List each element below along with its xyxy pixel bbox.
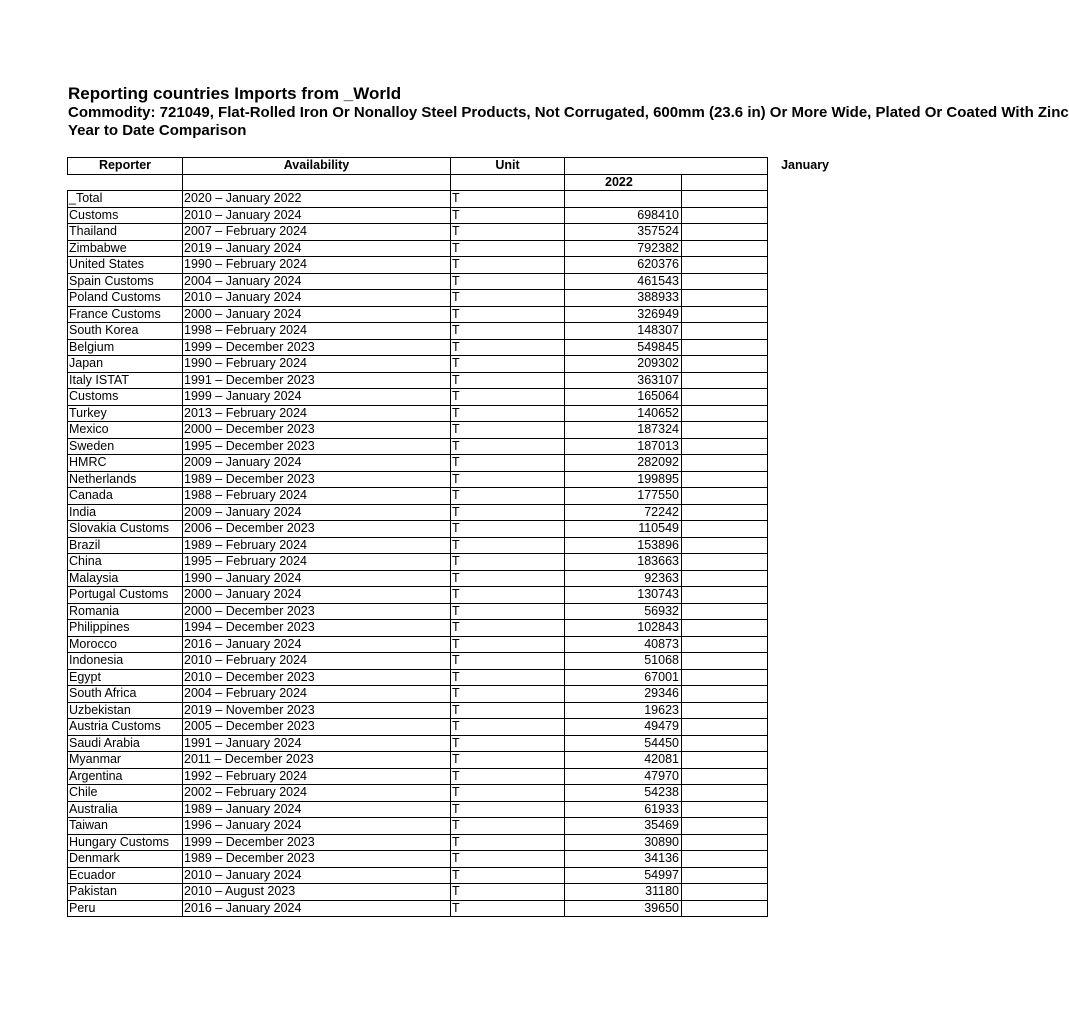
period-label: January bbox=[781, 158, 830, 173]
table-body bbox=[68, 191, 768, 917]
reporter-cell: Austria Customs bbox=[68, 719, 183, 736]
unit-cell: T bbox=[451, 603, 565, 620]
reporter-cell: Customs bbox=[68, 207, 183, 224]
unit-cell: T bbox=[451, 818, 565, 835]
reporter-cell: Denmark bbox=[68, 851, 183, 868]
value-cell: 187013 bbox=[565, 438, 682, 455]
value-cell: 549845 bbox=[565, 339, 682, 356]
table-row bbox=[68, 323, 768, 340]
value-cell: 165064 bbox=[565, 389, 682, 406]
unit-cell: T bbox=[451, 521, 565, 538]
unit-column-header: Unit bbox=[451, 158, 565, 175]
table-row bbox=[68, 900, 768, 917]
value-cell: 620376 bbox=[565, 257, 682, 274]
value-cell: 49479 bbox=[565, 719, 682, 736]
availability-cell: 2002 – February 2024 bbox=[183, 785, 451, 802]
year-label: 2022 bbox=[565, 174, 682, 191]
table-row bbox=[68, 686, 768, 703]
unit-cell: T bbox=[451, 884, 565, 901]
value-cell: 72242 bbox=[565, 504, 682, 521]
reporter-cell: Italy ISTAT bbox=[68, 372, 183, 389]
reporter-cell: Argentina bbox=[68, 768, 183, 785]
value-cell: 51068 bbox=[565, 653, 682, 670]
value-cell: 153896 bbox=[565, 537, 682, 554]
unit-cell: T bbox=[451, 801, 565, 818]
value-cell: 67001 bbox=[565, 669, 682, 686]
reporter-cell: Myanmar bbox=[68, 752, 183, 769]
header-row bbox=[68, 158, 768, 175]
table-row bbox=[68, 389, 768, 406]
value-cell: 110549 bbox=[565, 521, 682, 538]
availability-cell: 2009 – January 2024 bbox=[183, 455, 451, 472]
unit-cell: T bbox=[451, 339, 565, 356]
reporter-cell: HMRC bbox=[68, 455, 183, 472]
value-cell: 148307 bbox=[565, 323, 682, 340]
unit-cell: T bbox=[451, 867, 565, 884]
table-row bbox=[68, 372, 768, 389]
value-cell: 56932 bbox=[565, 603, 682, 620]
unit-cell: T bbox=[451, 900, 565, 917]
availability-cell: 2019 – November 2023 bbox=[183, 702, 451, 719]
value-cell: 130743 bbox=[565, 587, 682, 604]
unit-cell: T bbox=[451, 653, 565, 670]
availability-cell: 2004 – January 2024 bbox=[183, 273, 451, 290]
unit-cell: T bbox=[451, 735, 565, 752]
imports-table bbox=[67, 157, 830, 917]
reporter-cell: China bbox=[68, 554, 183, 571]
reporter-cell: Romania bbox=[68, 603, 183, 620]
availability-cell: 1995 – December 2023 bbox=[183, 438, 451, 455]
availability-cell: 1991 – January 2024 bbox=[183, 735, 451, 752]
value-cell: 31180 bbox=[565, 884, 682, 901]
table-row bbox=[68, 669, 768, 686]
table-row bbox=[68, 488, 768, 505]
unit-cell: T bbox=[451, 686, 565, 703]
unit-cell: T bbox=[451, 620, 565, 637]
unit-cell: T bbox=[451, 455, 565, 472]
unit-cell: T bbox=[451, 422, 565, 439]
reporter-cell: Malaysia bbox=[68, 570, 183, 587]
availability-cell: 2000 – January 2024 bbox=[183, 306, 451, 323]
reporter-cell: Australia bbox=[68, 801, 183, 818]
report-title: Reporting countries Imports from _World bbox=[68, 84, 402, 103]
table-row bbox=[68, 207, 768, 224]
value-cell: 47970 bbox=[565, 768, 682, 785]
value-cell: 363107 bbox=[565, 372, 682, 389]
availability-cell: 1995 – February 2024 bbox=[183, 554, 451, 571]
value-cell: 42081 bbox=[565, 752, 682, 769]
unit-cell: T bbox=[451, 290, 565, 307]
table-row bbox=[68, 636, 768, 653]
availability-cell: 2000 – December 2023 bbox=[183, 422, 451, 439]
availability-cell: 1989 – December 2023 bbox=[183, 471, 451, 488]
reporter-cell: Pakistan bbox=[68, 884, 183, 901]
availability-cell: 2006 – December 2023 bbox=[183, 521, 451, 538]
availability-cell: 2019 – January 2024 bbox=[183, 240, 451, 257]
value-cell: 792382 bbox=[565, 240, 682, 257]
table-row bbox=[68, 735, 768, 752]
reporter-cell: Spain Customs bbox=[68, 273, 183, 290]
value-cell: 209302 bbox=[565, 356, 682, 373]
table-row bbox=[68, 290, 768, 307]
table-row bbox=[68, 768, 768, 785]
availability-cell: 1991 – December 2023 bbox=[183, 372, 451, 389]
unit-cell: T bbox=[451, 554, 565, 571]
table-row bbox=[68, 785, 768, 802]
unit-cell: T bbox=[451, 356, 565, 373]
reporter-cell: Netherlands bbox=[68, 471, 183, 488]
unit-cell: T bbox=[451, 306, 565, 323]
unit-cell: T bbox=[451, 207, 565, 224]
value-cell: 357524 bbox=[565, 224, 682, 241]
availability-cell: 1990 – February 2024 bbox=[183, 356, 451, 373]
value-cell: 35469 bbox=[565, 818, 682, 835]
value-cell: 39650 bbox=[565, 900, 682, 917]
availability-cell: 1999 – January 2024 bbox=[183, 389, 451, 406]
unit-cell: T bbox=[451, 587, 565, 604]
reporter-cell: _Total bbox=[68, 191, 183, 208]
reporter-cell: Chile bbox=[68, 785, 183, 802]
value-cell: 102843 bbox=[565, 620, 682, 637]
reporter-cell: Canada bbox=[68, 488, 183, 505]
reporter-cell: Morocco bbox=[68, 636, 183, 653]
table-row bbox=[68, 818, 768, 835]
table-row bbox=[68, 537, 768, 554]
unit-cell: T bbox=[451, 851, 565, 868]
value-cell: 326949 bbox=[565, 306, 682, 323]
availability-cell: 2020 – January 2022 bbox=[183, 191, 451, 208]
value-cell: 140652 bbox=[565, 405, 682, 422]
reporter-cell: Turkey bbox=[68, 405, 183, 422]
value-cell bbox=[565, 191, 682, 208]
table-row bbox=[68, 851, 768, 868]
reporter-cell: Customs bbox=[68, 389, 183, 406]
value-cell: 177550 bbox=[565, 488, 682, 505]
comparison-line: Year to Date Comparison bbox=[68, 122, 247, 139]
table-row bbox=[68, 603, 768, 620]
table-row bbox=[68, 455, 768, 472]
value-cell: 187324 bbox=[565, 422, 682, 439]
reporter-cell: Slovakia Customs bbox=[68, 521, 183, 538]
reporter-cell: Egypt bbox=[68, 669, 183, 686]
value-cell: 282092 bbox=[565, 455, 682, 472]
availability-cell: 2011 – December 2023 bbox=[183, 752, 451, 769]
availability-cell: 2000 – January 2024 bbox=[183, 587, 451, 604]
unit-cell: T bbox=[451, 669, 565, 686]
report-header bbox=[68, 84, 1069, 140]
unit-cell: T bbox=[451, 752, 565, 769]
period-column-header bbox=[565, 158, 830, 175]
availability-cell: 2010 – February 2024 bbox=[183, 653, 451, 670]
unit-cell: T bbox=[451, 438, 565, 455]
reporter-column-header: Reporter bbox=[68, 158, 183, 175]
table-row bbox=[68, 273, 768, 290]
unit-cell: T bbox=[451, 240, 565, 257]
value-cell: 40873 bbox=[565, 636, 682, 653]
unit-cell: T bbox=[451, 702, 565, 719]
unit-cell: T bbox=[451, 191, 565, 208]
value-cell: 34136 bbox=[565, 851, 682, 868]
availability-cell: 2013 – February 2024 bbox=[183, 405, 451, 422]
value-cell: 698410 bbox=[565, 207, 682, 224]
unit-cell: T bbox=[451, 257, 565, 274]
unit-cell: T bbox=[451, 636, 565, 653]
value-cell: 19623 bbox=[565, 702, 682, 719]
unit-cell: T bbox=[451, 224, 565, 241]
reporter-cell: Ecuador bbox=[68, 867, 183, 884]
value-cell: 388933 bbox=[565, 290, 682, 307]
availability-cell: 2010 – January 2024 bbox=[183, 867, 451, 884]
value-cell: 54450 bbox=[565, 735, 682, 752]
availability-cell: 2004 – February 2024 bbox=[183, 686, 451, 703]
availability-cell: 2010 – January 2024 bbox=[183, 290, 451, 307]
unit-cell: T bbox=[451, 719, 565, 736]
availability-cell: 2000 – December 2023 bbox=[183, 603, 451, 620]
value-cell: 199895 bbox=[565, 471, 682, 488]
availability-cell: 1998 – February 2024 bbox=[183, 323, 451, 340]
reporter-cell: Saudi Arabia bbox=[68, 735, 183, 752]
table-row bbox=[68, 587, 768, 604]
availability-cell: 1996 – January 2024 bbox=[183, 818, 451, 835]
reporter-cell: Taiwan bbox=[68, 818, 183, 835]
value-cell: 54238 bbox=[565, 785, 682, 802]
unit-cell: T bbox=[451, 504, 565, 521]
unit-cell: T bbox=[451, 785, 565, 802]
reporter-cell: Hungary Customs bbox=[68, 834, 183, 851]
value-cell: 461543 bbox=[565, 273, 682, 290]
table-row bbox=[68, 422, 768, 439]
imports-table-viewport bbox=[67, 157, 830, 919]
table-row bbox=[68, 554, 768, 571]
unit-cell: T bbox=[451, 372, 565, 389]
reporter-cell: Mexico bbox=[68, 422, 183, 439]
table-row bbox=[68, 801, 768, 818]
unit-cell: T bbox=[451, 768, 565, 785]
table-row bbox=[68, 521, 768, 538]
value-cell: 30890 bbox=[565, 834, 682, 851]
table-row bbox=[68, 471, 768, 488]
year-row bbox=[68, 174, 768, 191]
unit-cell: T bbox=[451, 488, 565, 505]
table-row bbox=[68, 620, 768, 637]
value-cell: 61933 bbox=[565, 801, 682, 818]
table-row bbox=[68, 240, 768, 257]
availability-cell: 1992 – February 2024 bbox=[183, 768, 451, 785]
table-row bbox=[68, 504, 768, 521]
reporter-cell: South Africa bbox=[68, 686, 183, 703]
unit-cell: T bbox=[451, 570, 565, 587]
value-cell: 92363 bbox=[565, 570, 682, 587]
unit-cell: T bbox=[451, 389, 565, 406]
table-row bbox=[68, 257, 768, 274]
availability-cell: 2010 – January 2024 bbox=[183, 207, 451, 224]
reporter-cell: Uzbekistan bbox=[68, 702, 183, 719]
table-row bbox=[68, 834, 768, 851]
reporter-cell: France Customs bbox=[68, 306, 183, 323]
reporter-cell: India bbox=[68, 504, 183, 521]
availability-cell: 1990 – February 2024 bbox=[183, 257, 451, 274]
availability-cell: 1994 – December 2023 bbox=[183, 620, 451, 637]
reporter-cell: Zimbabwe bbox=[68, 240, 183, 257]
availability-column-header: Availability bbox=[183, 158, 451, 175]
unit-cell: T bbox=[451, 323, 565, 340]
table-row bbox=[68, 719, 768, 736]
reporter-cell: Japan bbox=[68, 356, 183, 373]
value-cell: 183663 bbox=[565, 554, 682, 571]
reporter-cell: Indonesia bbox=[68, 653, 183, 670]
availability-cell: 1988 – February 2024 bbox=[183, 488, 451, 505]
table-row bbox=[68, 570, 768, 587]
availability-cell: 2016 – January 2024 bbox=[183, 636, 451, 653]
commodity-line: Commodity: 721049, Flat-Rolled Iron Or Nonalloy Steel Products, Not Corrugated, 600mm (23.6 in) Or More Wide, Plated Or Coated With Zinc bbox=[68, 104, 1069, 121]
table-row bbox=[68, 306, 768, 323]
availability-cell: 1989 – January 2024 bbox=[183, 801, 451, 818]
table-row bbox=[68, 867, 768, 884]
reporter-cell: Portugal Customs bbox=[68, 587, 183, 604]
reporter-cell: South Korea bbox=[68, 323, 183, 340]
reporter-cell: Sweden bbox=[68, 438, 183, 455]
value-cell: 54997 bbox=[565, 867, 682, 884]
value-cell: 29346 bbox=[565, 686, 682, 703]
table-row bbox=[68, 752, 768, 769]
availability-cell: 2005 – December 2023 bbox=[183, 719, 451, 736]
reporter-cell: Philippines bbox=[68, 620, 183, 637]
availability-cell: 1999 – December 2023 bbox=[183, 339, 451, 356]
table-row bbox=[68, 405, 768, 422]
table-row bbox=[68, 339, 768, 356]
unit-cell: T bbox=[451, 834, 565, 851]
table-row bbox=[68, 702, 768, 719]
unit-cell: T bbox=[451, 471, 565, 488]
availability-cell: 2010 – August 2023 bbox=[183, 884, 451, 901]
reporter-cell: Poland Customs bbox=[68, 290, 183, 307]
table-row bbox=[68, 438, 768, 455]
availability-cell: 1989 – December 2023 bbox=[183, 851, 451, 868]
availability-cell: 1989 – February 2024 bbox=[183, 537, 451, 554]
reporter-cell: Belgium bbox=[68, 339, 183, 356]
unit-cell: T bbox=[451, 273, 565, 290]
table-row bbox=[68, 224, 768, 241]
reporter-cell: Brazil bbox=[68, 537, 183, 554]
reporter-cell: Peru bbox=[68, 900, 183, 917]
reporter-cell: Thailand bbox=[68, 224, 183, 241]
unit-cell: T bbox=[451, 537, 565, 554]
table-row bbox=[68, 356, 768, 373]
availability-cell: 2009 – January 2024 bbox=[183, 504, 451, 521]
table-row bbox=[68, 884, 768, 901]
availability-cell: 2016 – January 2024 bbox=[183, 900, 451, 917]
unit-cell: T bbox=[451, 405, 565, 422]
availability-cell: 1999 – December 2023 bbox=[183, 834, 451, 851]
availability-cell: 2007 – February 2024 bbox=[183, 224, 451, 241]
availability-cell: 1990 – January 2024 bbox=[183, 570, 451, 587]
availability-cell: 2010 – December 2023 bbox=[183, 669, 451, 686]
table-row bbox=[68, 191, 768, 208]
reporter-cell: United States bbox=[68, 257, 183, 274]
table-row bbox=[68, 653, 768, 670]
